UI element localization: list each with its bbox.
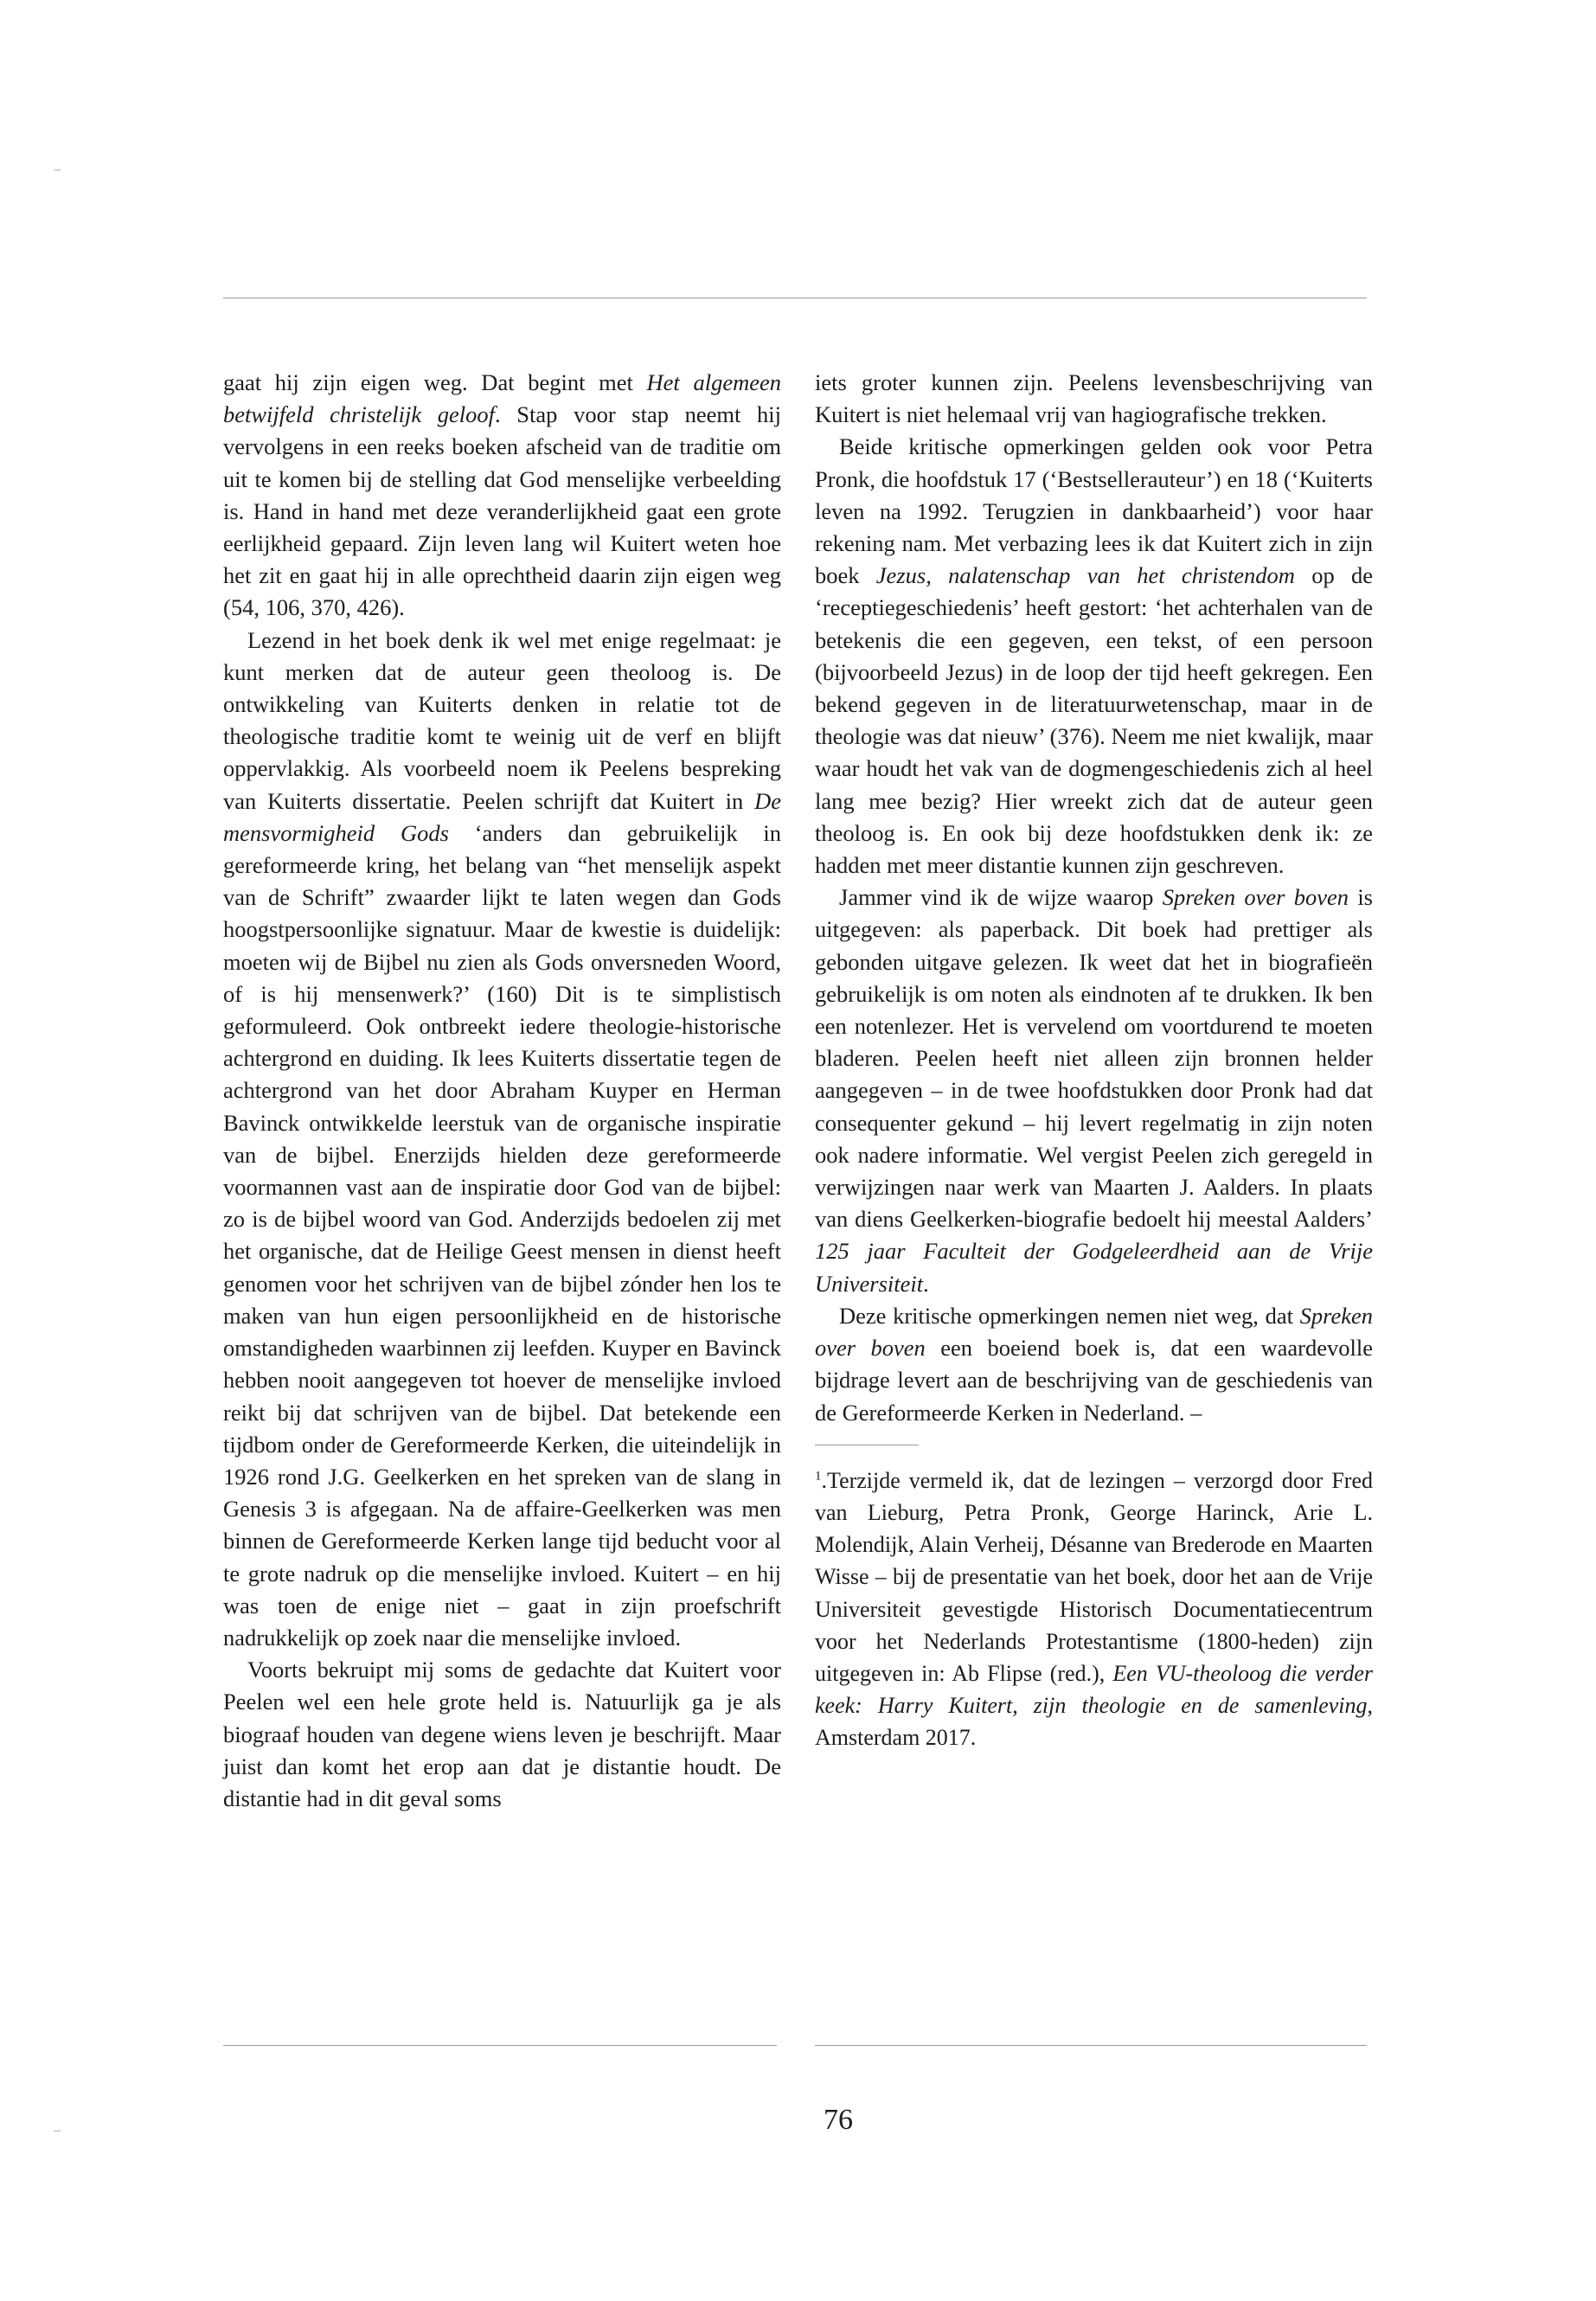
- text-run: is uitgegeven: als paperback. Dit boek had prettiger als gebonden uitgave gelezen. Ik weet dat het in biografieën gebruikelijk is om noten als eindnoten af te drukken. Ik ben een notenlezer. Het is vervelend om voortdurend te moeten bladeren. Peelen heeft niet alleen zijn bronnen helder aangegeven – in de twee hoofdstukken door Pronk had dat consequenter gekund – hij levert regelmatig in zijn noten ook nadere informatie. Wel vergist Peelen zich geregeld in verwijzingen naar werk van Maarten J. Aalders. In plaats van diens Geelkerken-biografie bedoelt hij meestal Aalders’: [815, 884, 1373, 1233]
- text-run: Beide kritische opmerkingen gelden ook voor Petra Pronk, die hoofdstuk 17 (‘Bestsellerauteur’) en 18 (‘Kuiterts leven na 1992. Terugzien in dankbaarheid’) voor haar rekening nam. Met verbazing lees ik dat Kuitert zich in zijn boek: [815, 433, 1373, 589]
- italic-title: Jezus, nalatenschap van het christendom: [875, 562, 1295, 589]
- page-number: 76: [824, 2104, 853, 2136]
- footnote-text: [815, 1468, 1373, 1751]
- text-run: , Amsterdam 2017.: [815, 1693, 1373, 1751]
- text-run: gaat hij zijn eigen weg. Dat begint met: [223, 369, 647, 395]
- footer-rule-left: [223, 2045, 777, 2046]
- left-column: [223, 367, 781, 1815]
- text-run: .: [923, 1270, 929, 1297]
- text-run: .Terzijde vermeld ik, dat de lezingen – verzorgd door Fred van Lieburg, Petra Pronk, George Harinck, Arie L. Molendijk, Alain Verheij, Désanne van Brederode en Maarten Wisse – bij de presentatie van het boek, door het aan de Vrije Universiteit gevestigde Historisch Documentatiecentrum voor het Nederlands Protestantisme (1800-heden) zijn uitgegeven in: Ab Flipse (red.),: [815, 1467, 1373, 1686]
- text-run: . Stap voor stap neemt hij vervolgens in een reeks boeken afscheid van de traditie om uit te komen bij de stelling dat God menselijke verbeelding is. Hand in hand met deze veranderlijkheid gaat een grote eerlijkheid gepaard. Zijn leven lang wil Kuitert weten hoe het zit en gaat hij in alle oprechtheid daarin zijn eigen weg (54, 106, 370, 426).: [223, 401, 781, 621]
- right-column: [815, 367, 1373, 1754]
- text-run: Voorts bekruipt mij soms de gedachte dat Kuitert voor Peelen wel een hele grote held is. Natuurlijk ga je als biograaf houden van degene wiens leven je beschrijft. Maar juist dan komt het erop aan dat je distantie houdt. De distantie had in dit geval soms: [223, 1657, 781, 1811]
- text-run: ‘anders dan gebruikelijk in gereformeerde kring, het belang van “het menselijk aspekt van de Schrift” zwaarder lijkt te laten wegen dan Gods hoogstpersoonlijke signatuur. Maar de kwestie is duidelijk: moeten wij de Bijbel nu zien als Gods onversneden Woord, of is hij mensenwerk?’ (160) Dit is te simplistisch geformuleerd. Ook ontbreekt iedere theologie-historische achtergrond en duiding. Ik lees Kuiterts dissertatie tegen de achtergrond van het door Abraham Kuyper en Herman Bavinck ontwikkelde leerstuk van de organische inspiratie van de bijbel. Enerzijds hielden deze gereformeerde voormannen vast aan de inspiratie door God van de bijbel: zo is de bijbel woord van God. Anderzijds bedoelen zij met het organische, dat de Heilige Geest mensen in dienst heeft genomen voor het schrijven van de bijbel zónder hen los te maken van hun eigen persoonlijkheid en de historische omstandigheden waarbinnen zij leefden. Kuyper en Bavinck hebben nooit aangegeven tot hoever de menselijke invloed reikt bij dat schrijven van de bijbel. Dat betekende een tijdbom onder de Gereformeerde Kerken, die uiteindelijk in 1926 rond J.G. Geelkerken en het spreken van de slang in Genesis 3 is afgegaan. Na de affaire-Geelkerken was men binnen de Gereformeerde Kerken lange tijd beducht voor al te grote nadruk op die menselijke invloed. Kuitert – en hij was toen de enige niet – gaat in zijn proefschrift nadrukkelijk op zoek naar die menselijke invloed.: [223, 819, 781, 1650]
- footer-rule-right: [815, 2045, 1367, 2046]
- text-run: Jammer vind ik de wijze waarop: [839, 884, 1163, 911]
- right-paragraph-2: [815, 431, 1373, 881]
- footnote-marker: 1: [815, 1469, 822, 1484]
- left-paragraph-3: [223, 1654, 781, 1815]
- right-paragraph-1: [815, 367, 1373, 431]
- text-run: een boeiend boek is, dat een waardevolle bijdrage levert aan de beschrijving van de geschiedenis van de Gereformeerde Kerken in Nederland. –: [815, 1335, 1373, 1426]
- italic-title: Spreken over boven: [1162, 884, 1349, 911]
- text-run: Deze kritische opmerkingen nemen niet weg, dat: [839, 1302, 1300, 1329]
- left-paragraph-2: [223, 625, 781, 1655]
- right-paragraph-4: [815, 1300, 1373, 1429]
- text-run: Lezend in het boek denk ik wel met enige regelmaat: je kunt merken dat de auteur geen theoloog is. De ontwikkeling van Kuiterts denken in relatie tot de theologische traditie komt te weinig uit de verf en blijft oppervlakkig. Als voorbeeld noem ik Peelens bespreking van Kuiterts dissertatie. Peelen schrijft dat Kuitert in: [223, 626, 781, 814]
- right-paragraph-3: [815, 881, 1373, 1300]
- text-run: op de ‘receptiegeschiedenis’ heeft gestort: ‘het achterhalen van de betekenis die een gegeven, een tekst, of een persoon (bijvoorbeeld Jezus) in de loop der tijd heeft gekregen. Een bekend gegeven in de literatuurwetenschap, maar in de theologie was dat nieuw’ (376). Neem me niet kwalijk, maar waar houdt het vak van de dogmengeschiedenis zich al heel lang mee bezig? Hier wreekt zich dat de auteur geen theoloog is. En ook bij deze hoofdstukken denk ik: ze hadden met meer distantie kunnen zijn geschreven.: [815, 562, 1373, 879]
- footnote: [815, 1465, 1373, 1754]
- left-paragraph-1: [223, 367, 781, 625]
- italic-title: 125 jaar Faculteit der Godgeleerdheid aan de Vrije Universiteit: [815, 1238, 1373, 1297]
- italic-title: Een VU-theoloog die verder keek: Harry Kuitert, zijn theologie en de samenleving: [815, 1660, 1373, 1719]
- italic-title: De mensvormigheid Gods: [223, 787, 781, 846]
- text-run: iets groter kunnen zijn. Peelens levensbeschrijving van Kuitert is niet helemaal vrij van hagiografische trekken.: [815, 369, 1373, 428]
- italic-title: Spreken over boven: [815, 1302, 1373, 1362]
- italic-title: Het algemeen betwijfeld christelijk geloof: [223, 369, 781, 428]
